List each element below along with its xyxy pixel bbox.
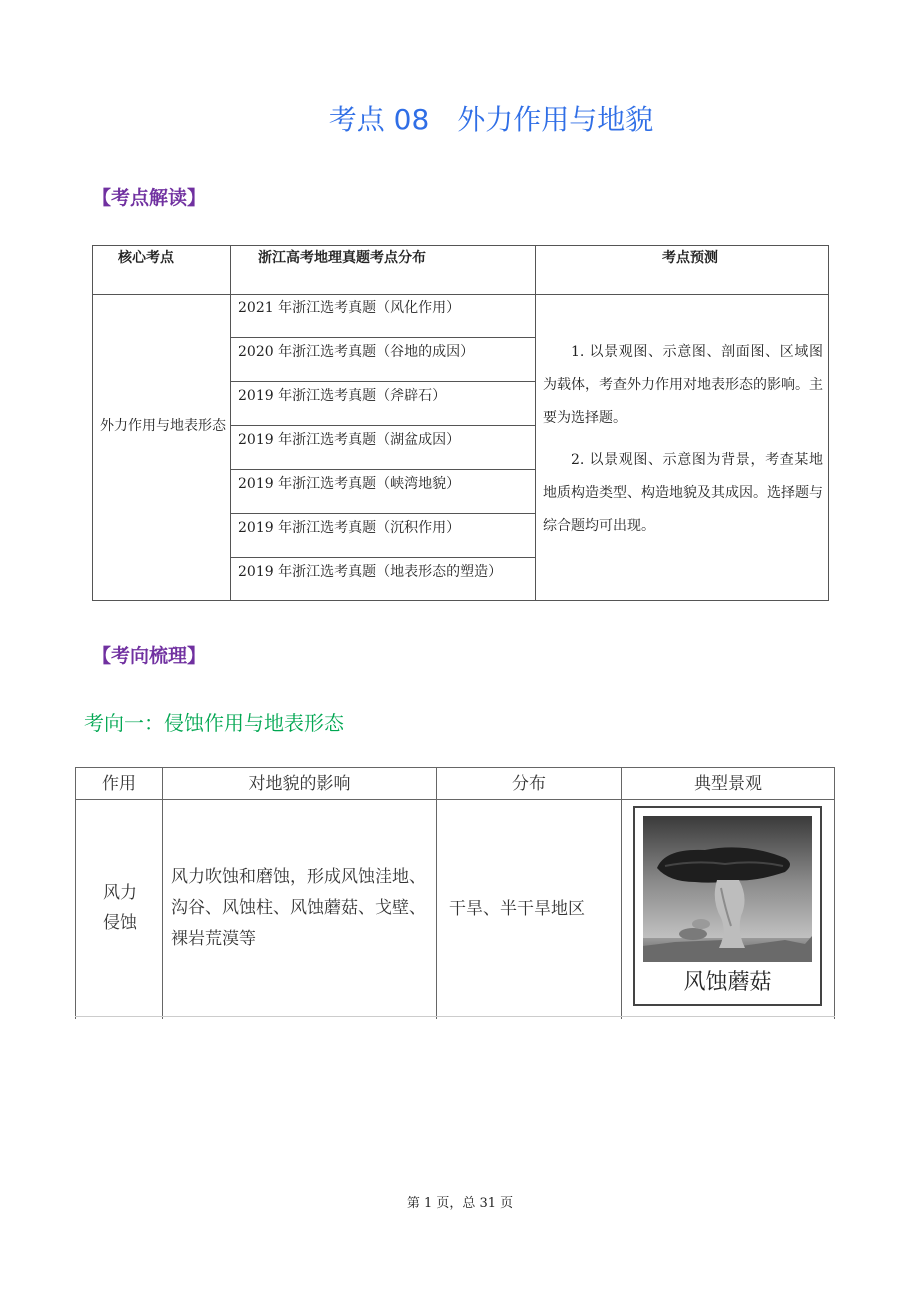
core-point-cell: 外力作用与地表形态: [100, 418, 226, 434]
table2-header-effect: 对地貌的影响: [248, 774, 351, 794]
table2-header-landscape: 典型景观: [694, 774, 762, 794]
prediction-2: 2. 以景观图、示意图为背景，考查某地地质构造类型、构造地貌及其成因。选择题与综合题均可出现。: [543, 452, 823, 534]
table-header-prediction: 考点预测: [662, 250, 718, 266]
exam-item: 2020 年浙江选考真题（谷地的成因）: [238, 344, 475, 360]
exam-item: 2021 年浙江选考真题（风化作用）: [238, 300, 461, 316]
subsection-heading: 考向一：侵蚀作用与地表形态: [84, 711, 344, 735]
section-heading-analysis: 【考点解读】: [92, 187, 207, 209]
erosion-distribution-cell: 干旱、半干旱地区: [449, 899, 585, 919]
page-title: 考点 08 外力作用与地貌: [328, 103, 654, 136]
page-footer: 第 1 页，总 31 页: [406, 1196, 514, 1211]
prediction-1: 1. 以景观图、示意图、剖面图、区域图为载体，考查外力作用对地表形态的影响。主要为选择题。: [543, 344, 823, 426]
exam-item: 2019 年浙江选考真题（沉积作用）: [238, 520, 461, 536]
table-header-exam-distribution: 浙江高考地理真题考点分布: [258, 250, 426, 266]
exam-item: 2019 年浙江选考真题（地表形态的塑造）: [238, 564, 503, 580]
mushroom-rock-image: [633, 806, 822, 1006]
erosion-effect-cell: 风力吹蚀和磨蚀，形成风蚀洼地、沟谷、风蚀柱、风蚀蘑菇、戈壁、裸岩荒漠等: [171, 867, 426, 949]
exam-item: 2019 年浙江选考真题（斧辟石）: [238, 388, 447, 404]
exam-item: 2019 年浙江选考真题（峡湾地貌）: [238, 476, 461, 492]
table2-header-type: 作用: [102, 774, 136, 794]
erosion-type-cell: 风力侵蚀: [103, 883, 137, 933]
table-header-core-point: 核心考点: [118, 250, 174, 266]
image-caption: 风蚀蘑菇: [683, 970, 772, 995]
table2-header-distribution: 分布: [512, 774, 546, 794]
exam-item: 2019 年浙江选考真题（湖盆成因）: [238, 432, 461, 448]
section-heading-review: 【考向梳理】: [92, 645, 207, 667]
